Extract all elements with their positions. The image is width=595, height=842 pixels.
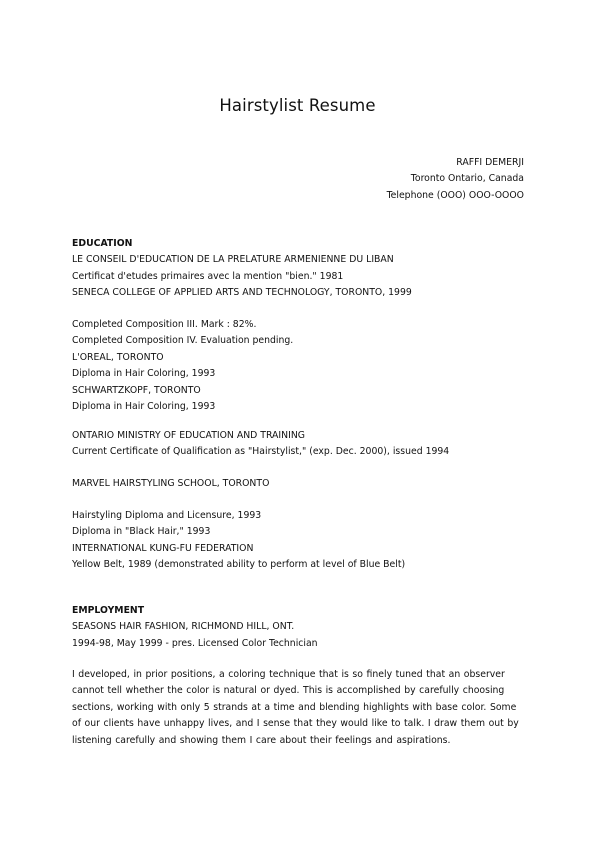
education-block-ministry	[72, 428, 532, 461]
employment-section	[72, 603, 532, 652]
education-line: Hairstyling Diploma and Licensure, 1993	[72, 510, 262, 521]
education-block-composition	[72, 317, 532, 415]
education-line: Yellow Belt, 1989 (demonstrated ability to perform at level of Blue Belt)	[72, 559, 406, 571]
education-line: LE CONSEIL D'EDUCATION DE LA PRELATURE ARMENIENNE DU LIBAN	[72, 254, 394, 266]
education-block-diplomas	[72, 508, 532, 574]
education-line: Current Certificate of Qualification as "Hairstylist," (exp. Dec. 2000), issued 1994	[72, 446, 450, 458]
contact-block	[387, 155, 524, 204]
page-title: Hairstylist Resume	[219, 96, 376, 115]
education-line: Diploma in Hair Coloring, 1993	[72, 368, 216, 380]
education-line: Diploma in "Black Hair," 1993	[72, 526, 211, 538]
education-line: SENECA COLLEGE OF APPLIED ARTS AND TECHNOLOGY, TORONTO, 1999	[72, 287, 412, 299]
education-line: Certificat d'etudes primaires avec la mention "bien." 1981	[72, 270, 344, 282]
education-line: Completed Composition III. Mark : 82%.	[72, 319, 257, 330]
employment-line: 1994-98, May 1999 - pres. Licensed Color Technician	[72, 637, 318, 649]
education-line: MARVEL HAIRSTYLING SCHOOL, TORONTO	[72, 478, 270, 489]
employment-heading: EMPLOYMENT	[72, 605, 145, 616]
contact-name: RAFFI DEMERJI	[456, 157, 524, 168]
contact-location: Toronto Ontario, Canada	[410, 173, 524, 185]
education-line: INTERNATIONAL KUNG-FU FEDERATION	[72, 542, 254, 554]
education-line: SCHWARTZKOPF, TORONTO	[72, 384, 201, 396]
contact-telephone: Telephone (OOO) OOO-OOOO	[386, 189, 524, 201]
employment-line: SEASONS HAIR FASHION, RICHMOND HILL, ONT.	[72, 621, 295, 633]
education-block-marvel	[72, 476, 532, 492]
education-line: L'OREAL, TORONTO	[72, 351, 164, 363]
education-line: Completed Composition IV. Evaluation pending.	[72, 335, 294, 347]
education-line: Diploma in Hair Coloring, 1993	[72, 401, 216, 413]
education-section	[72, 236, 532, 302]
education-line: ONTARIO MINISTRY OF EDUCATION AND TRAINING	[72, 430, 305, 441]
education-heading: EDUCATION	[72, 238, 133, 249]
employment-description: I developed, in prior positions, a coloring technique that is so finely tuned that an observer cannot tell whether the color is natural or dyed. This is accomplished by carefully choosing sections, working with only 5 strands at a time and blending highlights with base color. Some of our clients have unhappy lives, and I sense that they would like to talk. I draw them out by listening carefully and showing them I care about their feelings and aspirations.	[72, 669, 519, 746]
